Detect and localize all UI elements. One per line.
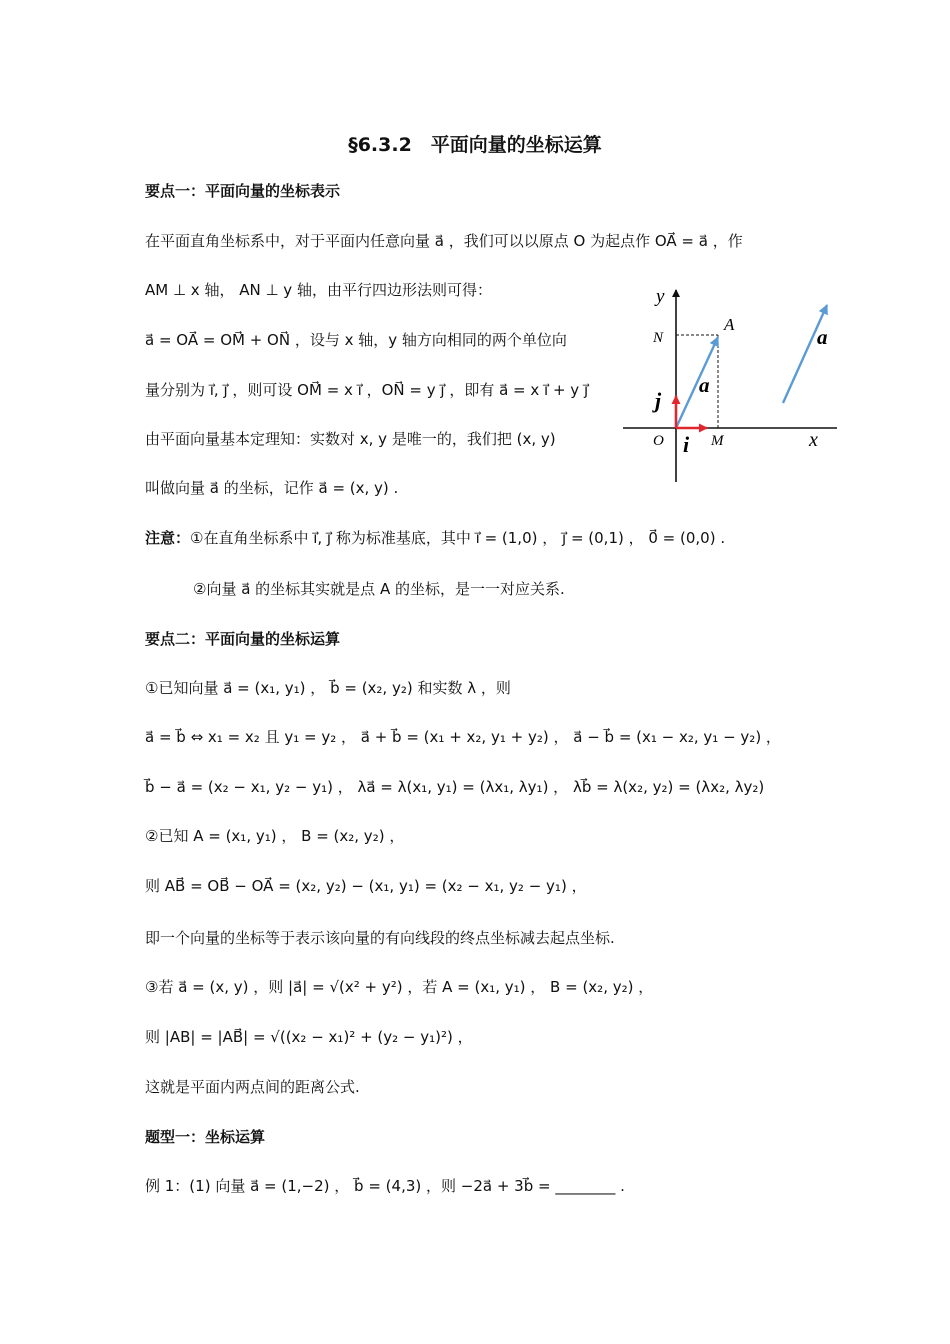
section3-heading: 题型一：坐标运算	[145, 1128, 266, 1146]
page-title: §6.3.2 平面向量的坐标运算	[348, 134, 602, 156]
section2-line2: a⃗ = b⃗ ⇔ x₁ = x₂ 且 y₁ = y₂ ， a⃗ + b⃗ = (x₁ + x₂, y₁ + y₂) ， a⃗ − b⃗ = (x₁ − x₂, y₁ − y₂) ，	[145, 728, 781, 746]
section2-heading: 要点二：平面向量的坐标运算	[145, 630, 341, 648]
vector-OA	[676, 337, 718, 428]
x-axis-label: x	[809, 429, 818, 451]
section2-line1: ①已知向量 a⃗ = (x₁, y₁) ， b⃗ = (x₂, y₂) 和实数 λ ，则	[145, 679, 511, 697]
section2-line4: ②已知 A = (x₁, y₁) ， B = (x₂, y₂) ，	[145, 827, 405, 845]
point-N-label: N	[653, 330, 664, 346]
section1-line6: 叫做向量 a⃗ 的坐标，记作 a⃗ = (x, y) .	[145, 479, 399, 497]
section2-line5: 则 AB⃗ = OB⃗ − OA⃗ = (x₂, y₂) − (x₁, y₁) = (x₂ − x₁, y₂ − y₁) ，	[145, 877, 587, 895]
note-text1: ①在直角坐标系中 i⃗, j⃗ 称为标准基底，其中 i⃗ = (1,0) ， j⃗ = (0,1) ， 0⃗ = (0,0) .	[190, 529, 726, 547]
section2-line9: 这就是平面内两点间的距离公式.	[145, 1078, 360, 1096]
unit-i-label: i	[683, 432, 690, 457]
section2-line3: b⃗ − a⃗ = (x₂ − x₁, y₂ − y₁) ， λa⃗ = λ(x₁, y₁) = (λx₁, λy₁) ， λb⃗ = λ(x₂, y₂) = (λx₂, λy₂)	[145, 778, 765, 796]
section2-line6: 即一个向量的坐标等于表示该向量的有向线段的终点坐标减去起点坐标.	[145, 929, 615, 947]
y-axis-label: y	[656, 286, 665, 307]
section1-line3: a⃗ = OA⃗ = OM⃗ + ON⃗ ，设与 x 轴，y 轴方向相同的两个单位向	[145, 331, 567, 349]
section1-line1: 在平面直角坐标系中，对于平面内任意向量 a⃗ ，我们可以以原点 O 为起点作 OA⃗ = a⃗ ，作	[145, 232, 743, 250]
unit-j-label: j	[655, 388, 662, 413]
section1-line2: AM ⊥ x 轴， AN ⊥ y 轴，由平行四边形法则可得：	[145, 281, 492, 299]
origin-O-label: O	[653, 433, 664, 449]
point-A-label: A	[724, 315, 735, 334]
vector-a-label: a	[699, 373, 710, 397]
note-label: 注意：	[145, 529, 191, 547]
vector-a-free	[783, 305, 827, 403]
section2-line8: 则 |AB| = |AB⃗| = √((x₂ − x₁)² + (y₂ − y₁)²) ，	[145, 1028, 473, 1046]
note-line1	[145, 528, 725, 548]
coordinate-figure	[615, 282, 850, 487]
section2-line7: ③若 a⃗ = (x, y) ，则 |a⃗| = √(x² + y²) ，若 A = (x₁, y₁) ， B = (x₂, y₂) ，	[145, 978, 654, 996]
example1-line: 例 1：(1) 向量 a⃗ = (1,−2) ， b⃗ = (4,3) ，则 −2a⃗ + 3b⃗ = ________ .	[145, 1177, 625, 1195]
point-M-label: M	[711, 433, 724, 449]
section1-heading: 要点一：平面向量的坐标表示	[145, 182, 341, 200]
section1-line4: 量分别为 i⃗, j⃗ ，则可设 OM⃗ = x i⃗ ，ON⃗ = y j⃗ ，即有 a⃗ = x i⃗ + y j⃗	[145, 381, 589, 399]
section1-line5: 由平面向量基本定理知：实数对 x, y 是唯一的，我们把 (x, y)	[145, 430, 556, 448]
vector-a-free-label: a	[817, 325, 828, 349]
note-line2: ②向量 a⃗ 的坐标其实就是点 A 的坐标，是一一对应关系.	[193, 580, 565, 598]
